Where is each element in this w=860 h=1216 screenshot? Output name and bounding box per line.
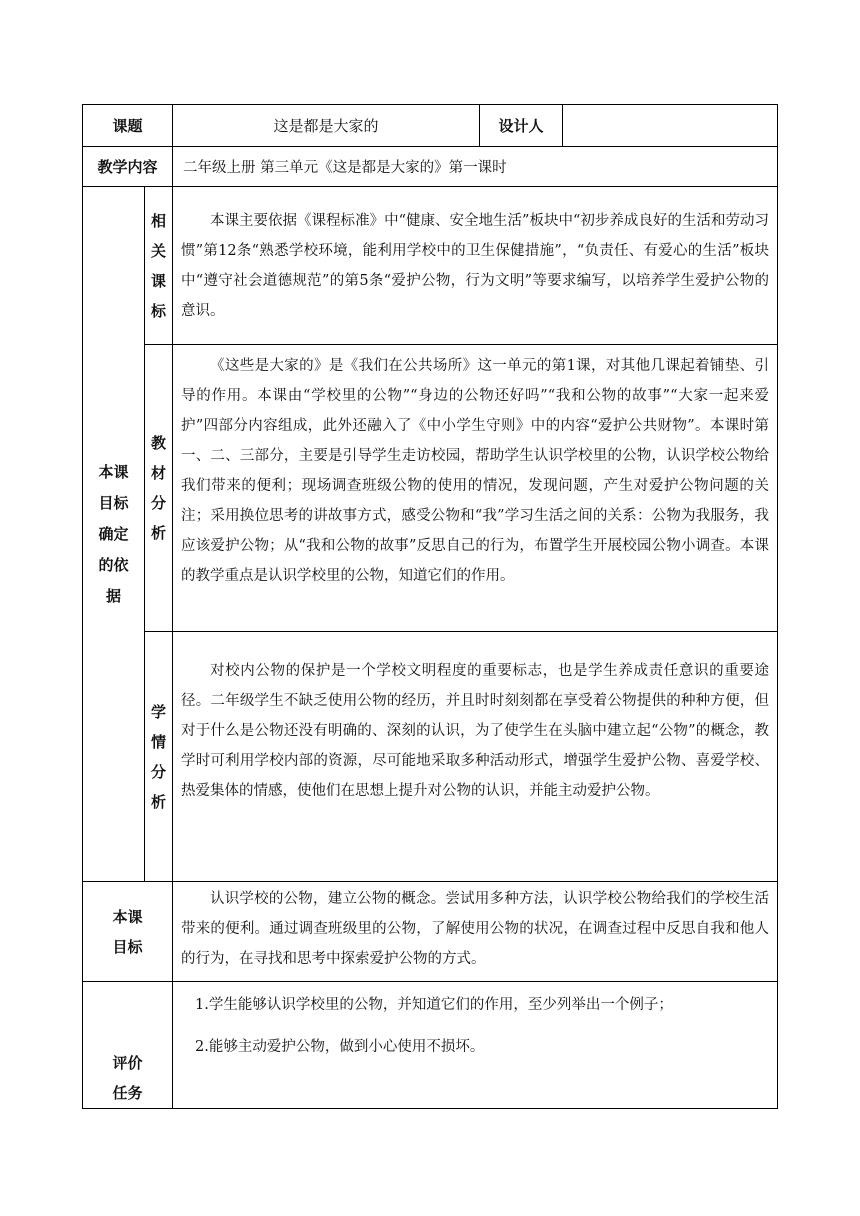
- goal-label: 本课目标: [112, 907, 143, 956]
- standards-text: 本课主要依据《课程标准》中“健康、安全地生活”板块中“初步养成良好的生活和劳动习惯”第12条“熟悉学校环境，能利用学校中的卫生保健措施”，“负责任、有爱心的生活”板块中“遵守社会道德规范”的第5条“爱护公物，行为文明”等要求编写，以培养学生爱护公物的意识。: [181, 213, 769, 319]
- students-label: 学情分析: [150, 702, 166, 811]
- designer-value-cell: [562, 104, 778, 147]
- standards-label: 相关课标: [150, 211, 166, 320]
- topic-label: 课题: [112, 116, 143, 135]
- textbook-label: 教材分析: [150, 434, 166, 542]
- goal-text: 认识学校的公物，建立公物的概念。尝试用多种方法，认识学校公物给我们的学校生活带来的便利。通过调查班级里的公物，了解使用公物的状况，在调查过程中反思自我和他人的行为，在寻找和思考中探索爱护公物的方式。: [181, 891, 769, 967]
- evaluation-item-1: 1.学生能够认识学校里的公物，并知道它们的作用，至少列举出一个例子；: [195, 997, 673, 1013]
- evaluation-text-cell: [172, 981, 778, 1109]
- content-label: 教学内容: [97, 157, 158, 176]
- textbook-label-cell: [144, 344, 173, 632]
- goal-text-cell: [172, 881, 778, 982]
- content-value-cell: [172, 146, 778, 187]
- evaluation-item-2: 2.能够主动爱护公物，做到小心使用不损坏。: [195, 1039, 485, 1055]
- standards-text-cell: [172, 186, 778, 345]
- topic-label-cell: [82, 104, 173, 147]
- evaluation-label: 评价任务: [112, 1054, 143, 1102]
- textbook-text-cell: [172, 344, 778, 632]
- content-label-cell: [82, 146, 173, 187]
- topic-value-cell: [172, 104, 480, 147]
- goal-label-cell: [82, 881, 173, 982]
- content-value: 二年级上册 第三单元《这是都是大家的》第一课时: [183, 160, 507, 176]
- designer-label-cell: [479, 104, 563, 147]
- topic-value: 这是都是大家的: [273, 116, 379, 135]
- basis-label: 本课目标确定的依据: [98, 462, 129, 605]
- standards-label-cell: [144, 186, 173, 345]
- students-text-cell: [172, 631, 778, 882]
- basis-label-cell: [82, 186, 145, 882]
- evaluation-label-cell: [82, 981, 173, 1109]
- designer-label: 设计人: [498, 116, 544, 135]
- textbook-text: 《这些是大家的》是《我们在公共场所》这一单元的第1课，对其他几课起着铺垫、引导的作用。本课由“学校里的公物”“身边的公物还好吗”“我和公物的故事”“大家一起来爱护”四部分内容组成，此外还融入了《中小学生守则》中的内容“爱护公共财物”。本课时第一、二、三部分，主要是引导学生走访校园，帮助学生认识学校里的公物，认识学校公物给我们带来的便利；现场调查班级公物的使用的情况，发现问题，产生对爱护公物问题的关注；采用换位思考的讲故事方式，感受公物和“我”学习生活之间的关系：公物为我服务，我应该爱护公物；从“我和公物的故事”反思自己的行为，布置学生开展校园公物小调查。本课的教学重点是认识学校里的公物，知道它们的作用。: [181, 358, 769, 584]
- students-label-cell: [144, 631, 173, 882]
- students-text: 对校内公物的保护是一个学校文明程度的重要标志，也是学生养成责任意识的重要途径。二年级学生不缺乏使用公物的经历，并且时时刻刻都在享受着公物提供的种种方便，但对于什么是公物还没有明确的、深刻的认识，为了使学生在头脑中建立起“公物”的概念，教学时可利用学校内部的资源，尽可能地采取多种活动形式，增强学生爱护公物、喜爱学校、热爱集体的情感，使他们在思想上提升对公物的认识，并能主动爱护公物。: [181, 663, 769, 799]
